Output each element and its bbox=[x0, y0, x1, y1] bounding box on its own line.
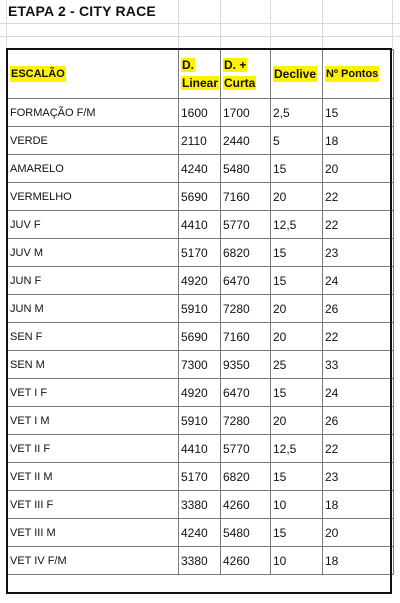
column-header-escalao[interactable] bbox=[8, 50, 179, 99]
table-cell-d-linear[interactable]: 5170 bbox=[179, 239, 221, 267]
table-row bbox=[8, 155, 394, 183]
column-header-label: Linear bbox=[182, 76, 219, 90]
column-header-declive[interactable] bbox=[271, 50, 323, 99]
table-row bbox=[8, 127, 394, 155]
table-cell-d-linear[interactable]: 3380 bbox=[179, 491, 221, 519]
table-cell-d-linear[interactable]: 3380 bbox=[179, 547, 221, 575]
table-row bbox=[8, 99, 394, 127]
table-cell-declive[interactable]: 15 bbox=[271, 239, 323, 267]
table-cell-escalao[interactable]: VET III F bbox=[8, 491, 179, 519]
table-cell-escalao[interactable]: JUN M bbox=[8, 295, 179, 323]
column-header-label: Curta bbox=[224, 76, 256, 90]
table-cell-pontos[interactable]: 22 bbox=[323, 211, 394, 239]
gridline bbox=[392, 0, 393, 48]
table-row bbox=[8, 379, 394, 407]
table-row bbox=[8, 351, 394, 379]
table-row bbox=[8, 323, 394, 351]
table-cell-pontos[interactable]: 23 bbox=[323, 239, 394, 267]
gridline bbox=[322, 0, 323, 48]
table-cell-escalao[interactable]: JUN F bbox=[8, 267, 179, 295]
table-cell-escalao[interactable]: SEN F bbox=[8, 323, 179, 351]
column-header-d-linear[interactable] bbox=[179, 50, 221, 99]
table-cell-d-curta[interactable]: 5480 bbox=[221, 519, 271, 547]
table-cell-declive[interactable]: 20 bbox=[271, 183, 323, 211]
column-header-d-curta[interactable] bbox=[221, 50, 271, 99]
table-cell-d-linear[interactable]: 1600 bbox=[179, 99, 221, 127]
table-cell-pontos[interactable]: 20 bbox=[323, 519, 394, 547]
table-cell-d-linear[interactable]: 5690 bbox=[179, 183, 221, 211]
table-cell-escalao[interactable]: SEN M bbox=[8, 351, 179, 379]
table-cell-d-linear[interactable]: 4240 bbox=[179, 519, 221, 547]
table-cell-d-linear[interactable]: 4410 bbox=[179, 435, 221, 463]
table-cell-pontos[interactable]: 22 bbox=[323, 183, 394, 211]
table-cell-pontos[interactable]: 24 bbox=[323, 267, 394, 295]
table-row bbox=[8, 183, 394, 211]
table-cell-escalao[interactable]: VET II F bbox=[8, 435, 179, 463]
table-cell-d-curta[interactable]: 7280 bbox=[221, 407, 271, 435]
table-row bbox=[8, 463, 394, 491]
table-cell-d-curta[interactable]: 2440 bbox=[221, 127, 271, 155]
table-cell-d-linear[interactable]: 2110 bbox=[179, 127, 221, 155]
table-cell-pontos[interactable]: 15 bbox=[323, 99, 394, 127]
table-cell-escalao[interactable]: VERDE bbox=[8, 127, 179, 155]
table-row bbox=[8, 547, 394, 575]
column-header-label: D. bbox=[182, 58, 194, 72]
table-cell-d-curta[interactable]: 6470 bbox=[221, 379, 271, 407]
table-cell-escalao[interactable]: FORMAÇÃO F/M bbox=[8, 99, 179, 127]
table-row bbox=[8, 519, 394, 547]
table-cell-d-linear[interactable]: 4920 bbox=[179, 379, 221, 407]
table-cell-escalao[interactable]: VET I M bbox=[8, 407, 179, 435]
table-cell-declive[interactable]: 12,5 bbox=[271, 211, 323, 239]
table-cell-declive[interactable]: 25 bbox=[271, 351, 323, 379]
gridline bbox=[0, 36, 400, 37]
table-cell-d-curta[interactable]: 6820 bbox=[221, 463, 271, 491]
table-cell-pontos[interactable]: 33 bbox=[323, 351, 394, 379]
table-cell-pontos[interactable]: 26 bbox=[323, 295, 394, 323]
table-row bbox=[8, 435, 394, 463]
table-cell-pontos[interactable]: 18 bbox=[323, 547, 394, 575]
table-cell-escalao[interactable]: VET II M bbox=[8, 463, 179, 491]
table-cell-escalao[interactable]: JUV M bbox=[8, 239, 179, 267]
gridline bbox=[220, 0, 221, 48]
table-row bbox=[8, 407, 394, 435]
gridline bbox=[178, 0, 179, 48]
table-cell-pontos[interactable]: 22 bbox=[323, 323, 394, 351]
column-header-label: D. + bbox=[224, 58, 247, 72]
table-header-row bbox=[8, 50, 394, 99]
table-cell-escalao[interactable]: AMARELO bbox=[8, 155, 179, 183]
table-cell-declive[interactable]: 5 bbox=[271, 127, 323, 155]
table-cell-pontos[interactable]: 18 bbox=[323, 127, 394, 155]
table-cell-d-curta[interactable]: 6470 bbox=[221, 267, 271, 295]
table-cell-escalao[interactable]: VERMELHO bbox=[8, 183, 179, 211]
table-cell-declive[interactable]: 20 bbox=[271, 407, 323, 435]
table-cell-declive[interactable]: 20 bbox=[271, 323, 323, 351]
table-cell-d-curta[interactable]: 5770 bbox=[221, 211, 271, 239]
table-row bbox=[8, 239, 394, 267]
table-cell-declive[interactable]: 12,5 bbox=[271, 435, 323, 463]
column-header-pontos[interactable] bbox=[323, 50, 394, 99]
table-cell-declive[interactable]: 15 bbox=[271, 155, 323, 183]
table-cell-escalao[interactable]: VET I F bbox=[8, 379, 179, 407]
table-cell-declive[interactable]: 2,5 bbox=[271, 99, 323, 127]
table-row bbox=[8, 491, 394, 519]
table-cell-pontos[interactable]: 24 bbox=[323, 379, 394, 407]
page-title: ETAPA 2 - CITY RACE bbox=[8, 3, 156, 19]
table-cell-d-linear[interactable]: 4410 bbox=[179, 211, 221, 239]
table-cell-d-curta[interactable]: 5480 bbox=[221, 155, 271, 183]
table-row bbox=[8, 267, 394, 295]
gridline bbox=[0, 23, 400, 24]
table-cell-declive[interactable]: 15 bbox=[271, 267, 323, 295]
table-row bbox=[8, 295, 394, 323]
table-cell-pontos[interactable]: 18 bbox=[323, 491, 394, 519]
table-cell-declive[interactable]: 15 bbox=[271, 379, 323, 407]
table-cell-declive[interactable]: 10 bbox=[271, 491, 323, 519]
table-cell-d-curta[interactable]: 7160 bbox=[221, 323, 271, 351]
table-cell-d-linear[interactable]: 7300 bbox=[179, 351, 221, 379]
table-cell-d-curta[interactable]: 7280 bbox=[221, 295, 271, 323]
table-cell-d-linear[interactable]: 4240 bbox=[179, 155, 221, 183]
table-cell-d-curta[interactable]: 6820 bbox=[221, 239, 271, 267]
table-cell-d-curta[interactable]: 1700 bbox=[221, 99, 271, 127]
column-header-label: Nº Pontos bbox=[326, 68, 379, 80]
gridline bbox=[6, 0, 7, 48]
table-cell-d-linear[interactable]: 5910 bbox=[179, 407, 221, 435]
column-header-label: ESCALÃO bbox=[11, 68, 65, 80]
table-cell-escalao[interactable]: JUV F bbox=[8, 211, 179, 239]
table-cell-pontos[interactable]: 26 bbox=[323, 407, 394, 435]
table-cell-d-curta[interactable]: 9350 bbox=[221, 351, 271, 379]
table-cell-declive[interactable]: 20 bbox=[271, 295, 323, 323]
table-cell-d-linear[interactable]: 5690 bbox=[179, 323, 221, 351]
table-cell-pontos[interactable]: 22 bbox=[323, 435, 394, 463]
table-cell-d-linear[interactable]: 5910 bbox=[179, 295, 221, 323]
table-cell-d-linear[interactable]: 4920 bbox=[179, 267, 221, 295]
table-cell-d-linear[interactable]: 5170 bbox=[179, 463, 221, 491]
table-cell-declive[interactable]: 15 bbox=[271, 463, 323, 491]
table-cell-d-curta[interactable]: 4260 bbox=[221, 547, 271, 575]
results-table bbox=[7, 49, 394, 575]
table-cell-escalao[interactable]: VET III M bbox=[8, 519, 179, 547]
table-cell-declive[interactable]: 15 bbox=[271, 519, 323, 547]
table-cell-pontos[interactable]: 23 bbox=[323, 463, 394, 491]
gridline bbox=[270, 0, 271, 48]
table-cell-d-curta[interactable]: 4260 bbox=[221, 491, 271, 519]
table-cell-declive[interactable]: 10 bbox=[271, 547, 323, 575]
table-cell-d-curta[interactable]: 5770 bbox=[221, 435, 271, 463]
table-body bbox=[8, 99, 394, 575]
table-row bbox=[8, 211, 394, 239]
table-cell-pontos[interactable]: 20 bbox=[323, 155, 394, 183]
column-header-label: Declive bbox=[274, 67, 317, 81]
table-cell-d-curta[interactable]: 7160 bbox=[221, 183, 271, 211]
table-cell-escalao[interactable]: VET IV F/M bbox=[8, 547, 179, 575]
